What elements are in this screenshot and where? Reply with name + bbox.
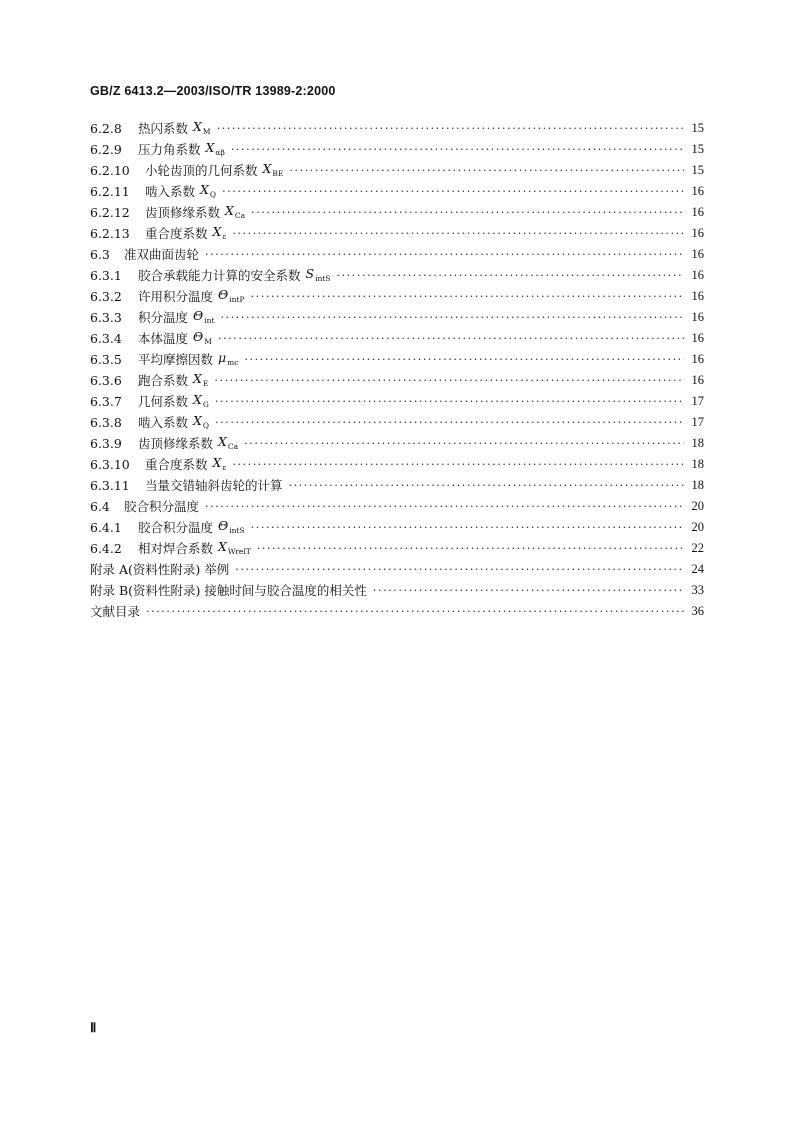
toc-entry-number: 6.3.11 <box>90 478 130 493</box>
dot-leader <box>215 391 684 412</box>
toc-entry-page: 16 <box>691 184 704 198</box>
toc-entry-number: 6.4.1 <box>90 520 122 535</box>
symbol-subscript: αβ <box>215 148 225 157</box>
symbol-subscript: Ca <box>227 442 239 451</box>
toc-entry[interactable] <box>90 454 704 475</box>
toc-entry-title: 压力角系数 <box>138 142 201 157</box>
toc-entry-symbol <box>193 368 208 391</box>
symbol-subscript: G <box>202 400 209 409</box>
toc-entry-page: 18 <box>691 436 704 450</box>
toc-entry-title: 重合度系数 <box>145 457 208 472</box>
toc-entry-title: 胶合承载能力计算的安全系数 <box>138 268 301 283</box>
toc-entry[interactable] <box>90 307 704 328</box>
toc-entry-number: 6.2.12 <box>90 205 130 220</box>
toc-entry-symbol <box>263 158 284 181</box>
toc-entry-number: 6.3.1 <box>90 268 122 283</box>
symbol-letter: X <box>200 182 209 197</box>
toc-entry-title: 啮入系数 <box>145 184 196 199</box>
toc-entry-title: 跑合系数 <box>138 373 189 388</box>
toc-entry[interactable] <box>90 202 704 223</box>
dot-leader <box>231 139 684 160</box>
toc-entry-title: 本体温度 <box>138 331 189 346</box>
toc-entry-symbol <box>218 536 251 559</box>
symbol-letter: μ <box>218 350 227 365</box>
toc-entry-page: 20 <box>691 520 704 534</box>
toc-entry-number: 6.3 <box>90 247 110 262</box>
toc-entry-number: 6.3.8 <box>90 415 122 430</box>
toc-entry-title: 齿顶修缘系数 <box>138 436 214 451</box>
toc-entry-page: 16 <box>691 310 704 324</box>
toc-entry-page: 16 <box>691 226 704 240</box>
toc-entry-title: 文献目录 <box>90 604 141 619</box>
symbol-letter: S <box>305 266 315 281</box>
symbol-letter: X <box>193 413 202 428</box>
toc-entry-page: 16 <box>691 331 704 345</box>
toc-entry-page: 17 <box>691 394 704 408</box>
dot-leader <box>251 202 684 223</box>
toc-entry-title: 胶合积分温度 <box>124 499 200 514</box>
toc-entry-title: 许用积分温度 <box>138 289 214 304</box>
dot-leader <box>146 601 684 622</box>
toc-entry-symbol <box>193 389 209 412</box>
toc-entry-page: 18 <box>691 478 704 492</box>
toc-entry-symbol <box>193 410 209 433</box>
dot-leader <box>373 580 684 601</box>
dot-leader <box>289 475 684 496</box>
toc-entry[interactable] <box>90 181 704 202</box>
toc-entry-title: 重合度系数 <box>145 226 208 241</box>
toc-entry[interactable] <box>90 496 704 517</box>
dot-leader <box>235 559 684 580</box>
toc-entry-number: 6.3.9 <box>90 436 122 451</box>
symbol-subscript: WrelT <box>227 547 251 556</box>
toc-entry-page: 15 <box>691 121 704 135</box>
dot-leader <box>215 412 684 433</box>
toc-entry[interactable] <box>90 118 704 139</box>
toc-entry-page: 16 <box>691 373 704 387</box>
toc-entry-title: (资料性附录) 举例 <box>128 562 230 577</box>
toc-entry-number: 6.3.7 <box>90 394 122 409</box>
symbol-letter: Θ <box>193 329 204 344</box>
toc-entry-title: 积分温度 <box>138 310 189 325</box>
toc-entry-symbol <box>218 515 245 538</box>
toc-entry[interactable] <box>90 412 704 433</box>
toc-entry[interactable] <box>90 601 704 622</box>
toc-entry-page: 16 <box>691 205 704 219</box>
toc-entry-number: 6.4.2 <box>90 541 122 556</box>
toc-entry[interactable] <box>90 349 704 370</box>
symbol-subscript: E <box>202 379 209 388</box>
toc-entry-number: 6.3.2 <box>90 289 122 304</box>
toc-entry-number: 6.3.6 <box>90 373 122 388</box>
toc-entry-symbol <box>213 452 227 475</box>
symbol-letter: X <box>262 161 272 176</box>
toc-entry-number: 6.2.13 <box>90 226 130 241</box>
dot-leader <box>217 118 684 139</box>
symbol-letter: Θ <box>193 308 204 323</box>
toc-entry[interactable] <box>90 559 704 580</box>
toc-entry-page: 16 <box>691 268 704 282</box>
toc-entry-page: 18 <box>691 457 704 471</box>
toc-entry-page: 22 <box>691 541 704 555</box>
toc-entry[interactable] <box>90 265 704 286</box>
dot-leader <box>251 286 684 307</box>
toc-entry[interactable] <box>90 475 704 496</box>
toc-entry[interactable] <box>90 286 704 307</box>
dot-leader <box>205 496 684 517</box>
toc-entry-number: 6.3.4 <box>90 331 122 346</box>
toc-entry-page: 16 <box>691 352 704 366</box>
symbol-letter: X <box>205 140 215 155</box>
toc-entry-symbol <box>193 305 215 328</box>
dot-leader <box>218 328 684 349</box>
toc-entry-symbol <box>193 326 212 349</box>
toc-entry-number: 6.2.11 <box>90 184 130 199</box>
toc-entry-number: 附录 A <box>90 562 129 577</box>
toc-entry-title: 平均摩擦因数 <box>138 352 214 367</box>
toc-entry-symbol <box>193 116 211 139</box>
toc-entry-number: 6.2.10 <box>90 163 130 178</box>
symbol-letter: Θ <box>218 518 229 533</box>
toc-entry-symbol <box>200 179 216 202</box>
symbol-letter: X <box>218 539 227 554</box>
toc-entry-page: 15 <box>691 142 704 156</box>
symbol-letter: X <box>212 224 222 239</box>
toc-entry-page: 24 <box>691 562 704 576</box>
toc-entry-number: 6.4 <box>90 499 110 514</box>
toc-entry-number: 6.3.10 <box>90 457 130 472</box>
toc-entry-page: 15 <box>691 163 704 177</box>
toc-entry-page: 36 <box>691 604 704 618</box>
toc-entry-title: 胶合积分温度 <box>138 520 214 535</box>
toc-entry-page: 17 <box>691 415 704 429</box>
symbol-subscript: BE <box>272 169 284 178</box>
symbol-subscript: M <box>202 127 211 136</box>
toc-entry[interactable] <box>90 517 704 538</box>
toc-entry-number: 附录 B <box>90 583 129 598</box>
toc-entry-number: 6.2.8 <box>90 121 122 136</box>
dot-leader <box>244 433 684 454</box>
symbol-subscript: intS <box>315 274 331 283</box>
toc-entry-page: 20 <box>691 499 704 513</box>
symbol-subscript: intP <box>229 295 245 304</box>
symbol-subscript: mc <box>227 358 239 367</box>
dot-leader <box>221 307 684 328</box>
symbol-subscript: Q <box>202 421 210 430</box>
toc-entry-title: 当量交错轴斜齿轮的计算 <box>145 478 283 493</box>
toc-entry[interactable] <box>90 538 704 559</box>
symbol-subscript: Ca <box>234 211 246 220</box>
toc-entry[interactable] <box>90 328 704 349</box>
symbol-letter: X <box>225 203 234 218</box>
toc-entry-symbol <box>213 221 227 244</box>
toc-entry-symbol <box>225 200 245 223</box>
toc-entry-title: 准双曲面齿轮 <box>124 247 200 262</box>
symbol-subscript: ε <box>222 232 227 241</box>
symbol-letter: X <box>212 455 222 470</box>
toc-entry[interactable] <box>90 223 704 244</box>
dot-leader <box>251 517 684 538</box>
toc-entry-symbol <box>218 431 238 454</box>
symbol-subscript: ε <box>222 463 227 472</box>
dot-leader <box>214 370 684 391</box>
dot-leader <box>244 349 684 370</box>
dot-leader <box>232 454 684 475</box>
symbol-letter: X <box>193 371 202 386</box>
toc-entry-number: 6.3.3 <box>90 310 122 325</box>
symbol-subscript: M <box>204 337 212 346</box>
symbol-letter: X <box>193 119 202 134</box>
toc-entry-page: 16 <box>691 247 704 261</box>
toc-entry-symbol <box>218 347 238 370</box>
dot-leader <box>205 244 684 265</box>
symbol-letter: Θ <box>218 287 229 302</box>
symbol-letter: X <box>218 434 227 449</box>
symbol-subscript: Q <box>209 190 217 199</box>
toc-entry[interactable] <box>90 580 704 601</box>
dot-leader <box>222 181 684 202</box>
toc-entry-symbol <box>218 284 245 307</box>
toc-entry-symbol <box>306 263 331 286</box>
dot-leader <box>257 538 684 559</box>
toc-entry-page: 16 <box>691 289 704 303</box>
dot-leader <box>336 265 684 286</box>
symbol-subscript: int <box>204 316 215 325</box>
toc-entry[interactable] <box>90 160 704 181</box>
document-header: GB/Z 6413.2—2003/ISO/TR 13989-2:2000 <box>90 84 336 98</box>
toc-entry-title: 小轮齿顶的几何系数 <box>145 163 258 178</box>
toc-entry-title: (资料性附录) 接触时间与胶合温度的相关性 <box>128 583 367 598</box>
toc-entry[interactable] <box>90 370 704 391</box>
dot-leader <box>289 160 684 181</box>
toc-entry-title: 相对焊合系数 <box>138 541 214 556</box>
toc-entry-number: 6.2.9 <box>90 142 122 157</box>
toc-entry-page: 33 <box>691 583 704 597</box>
symbol-subscript: intS <box>229 526 245 535</box>
toc-entry[interactable] <box>90 244 704 265</box>
toc-entry-title: 啮入系数 <box>138 415 189 430</box>
symbol-letter: X <box>193 392 202 407</box>
dot-leader <box>232 223 684 244</box>
toc-entry-title: 热闪系数 <box>138 121 189 136</box>
page-number: Ⅱ <box>90 1020 97 1035</box>
toc-entry[interactable] <box>90 139 704 160</box>
toc-entry-title: 几何系数 <box>138 394 189 409</box>
toc-entry[interactable] <box>90 391 704 412</box>
table-of-contents <box>90 118 704 622</box>
toc-entry-number: 6.3.5 <box>90 352 122 367</box>
toc-entry[interactable] <box>90 433 704 454</box>
toc-entry-symbol <box>206 137 225 160</box>
toc-entry-title: 齿顶修缘系数 <box>145 205 221 220</box>
